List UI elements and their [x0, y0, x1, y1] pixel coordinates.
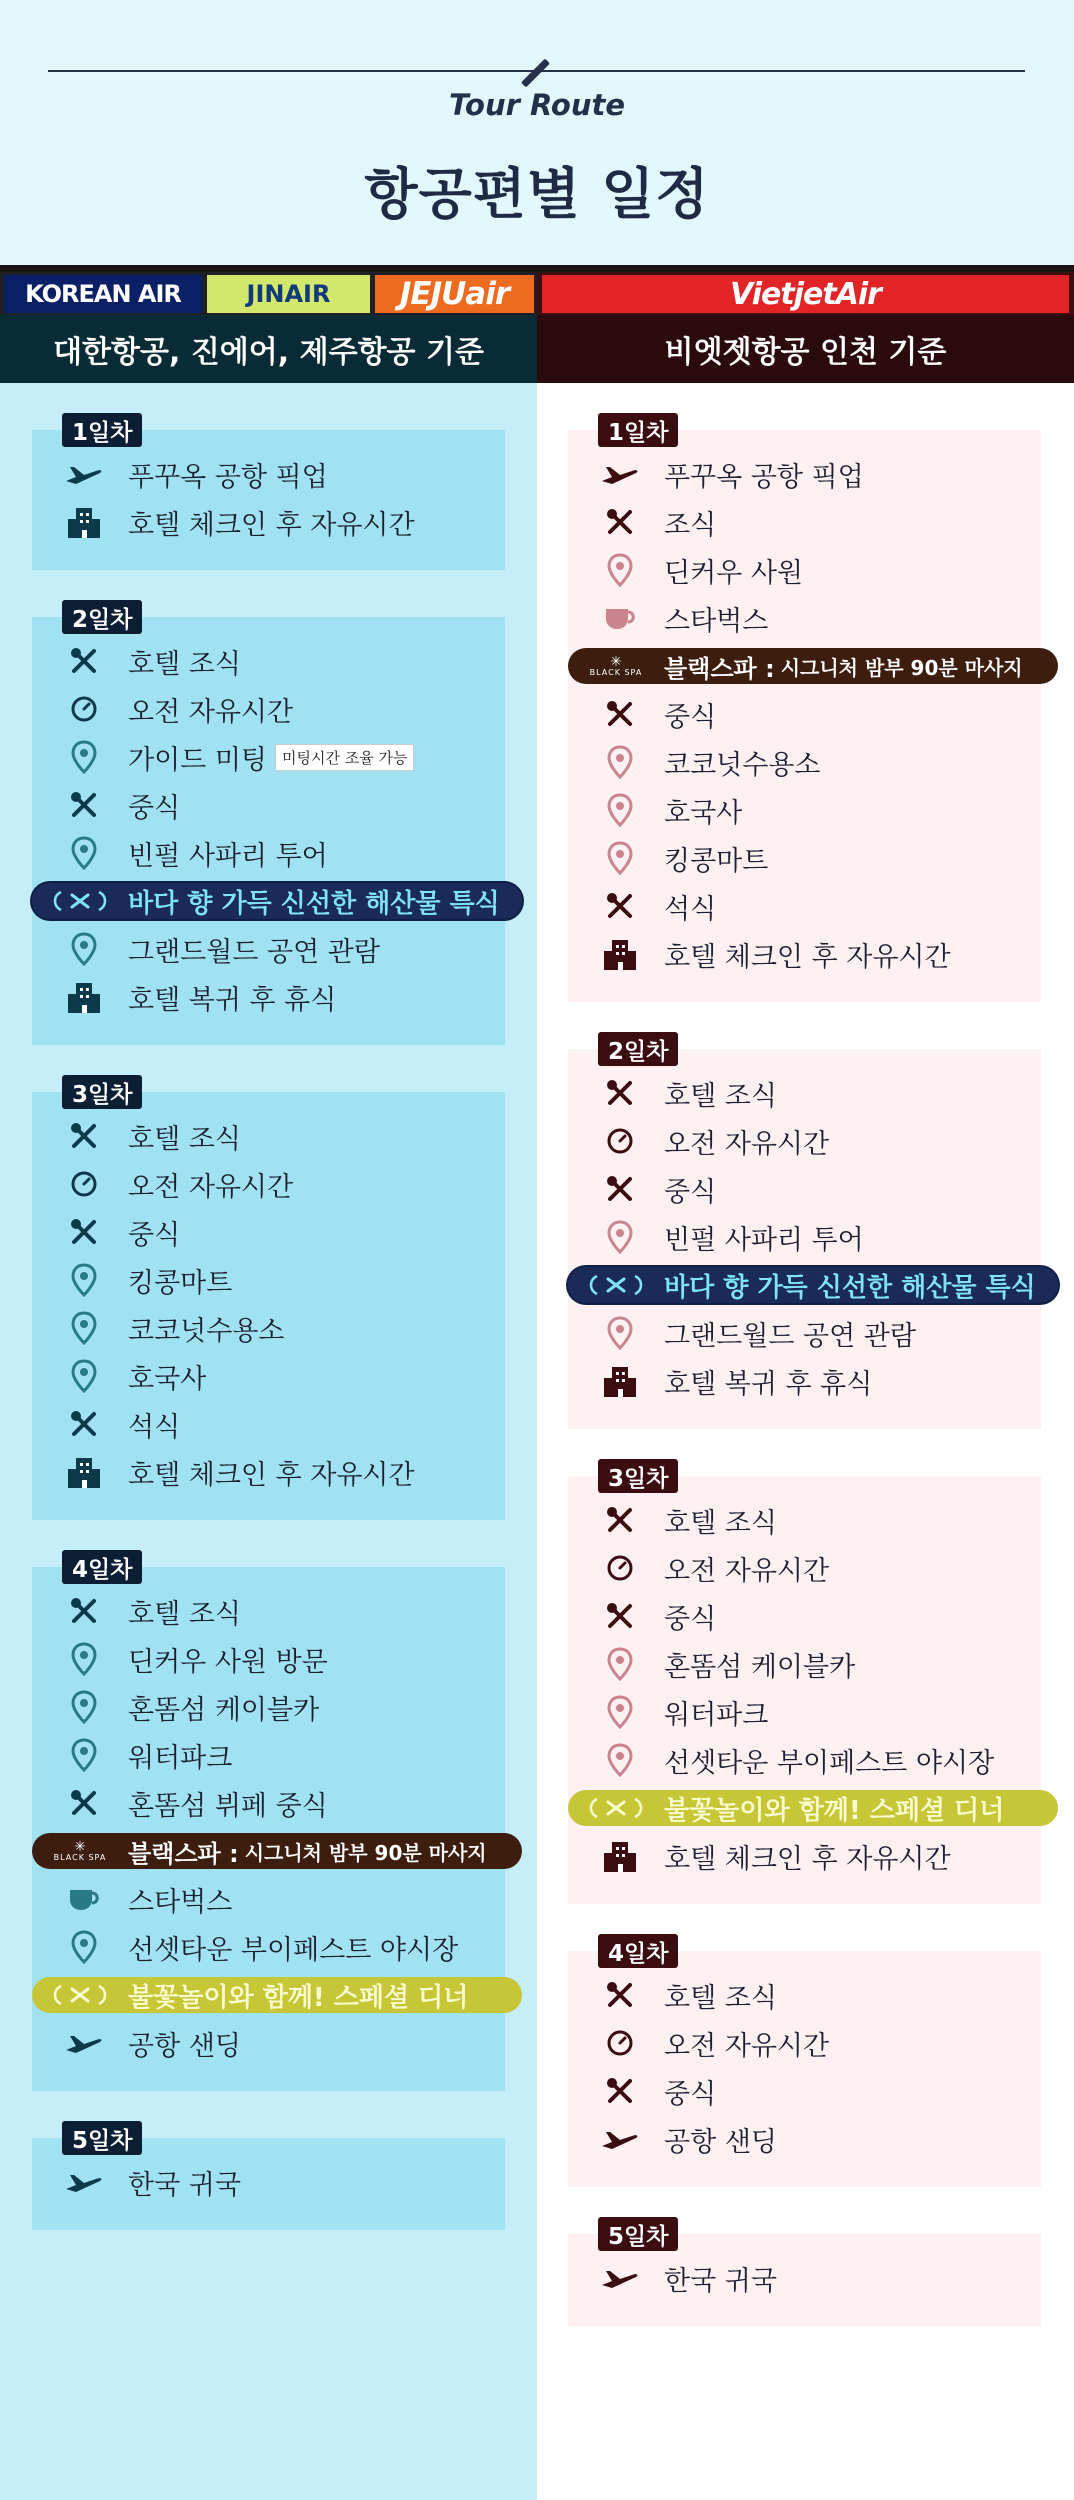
pin-icon	[64, 833, 104, 873]
schedule-item-text: 호국사	[128, 1363, 207, 1395]
schedule-item-text: 공항 샌딩	[664, 2126, 777, 2158]
schedule-item-text: 딘커우 사원 방문	[128, 1646, 328, 1678]
hotel-icon	[64, 1452, 104, 1492]
schedule-item-text: 워터파크	[128, 1742, 233, 1774]
meal-icon	[600, 502, 640, 542]
left-schedule-item	[64, 1356, 206, 1396]
schedule-item-text: 호텔 복귀 후 휴식	[664, 1368, 873, 1400]
left-schedule-item	[64, 1879, 232, 1919]
schedule-item-text: 선셋타운 부이페스트 야시장	[664, 1747, 995, 1779]
right-schedule-item	[600, 838, 768, 878]
left-schedule-item	[64, 1164, 293, 1204]
plane-icon	[600, 2258, 640, 2298]
pin-icon	[600, 1313, 640, 1353]
schedule-item-text: 딘커우 사원	[664, 557, 803, 589]
left-day-label: 2일차	[62, 600, 142, 634]
hotel-icon	[64, 502, 104, 542]
hotel-icon	[64, 977, 104, 1017]
left-day-label: 1일차	[62, 413, 142, 447]
schedule-item-text: 호텔 체크인 후 자유시간	[664, 941, 951, 973]
schedule-item-text: 호텔 체크인 후 자유시간	[664, 1843, 951, 1875]
schedule-item-text: 오전 자유시간	[664, 2030, 830, 2062]
schedule-item-text: 가이드 미팅	[128, 744, 267, 776]
right-schedule-item	[600, 1121, 829, 1161]
left-day-card	[32, 430, 505, 570]
schedule-item-text: 호국사	[664, 797, 743, 829]
vietjet-air-logo: VietjetAir	[542, 275, 1069, 313]
spa-description: 시그니처 밤부 90분 마사지	[780, 655, 1023, 680]
schedule-item-text: 중식	[664, 1603, 717, 1635]
right-schedule-item	[600, 2258, 777, 2298]
right-schedule-item	[600, 454, 864, 494]
schedule-item-text: 호텔 조식	[664, 1982, 777, 2014]
plane-icon	[600, 2119, 640, 2159]
pin-icon	[600, 838, 640, 878]
schedule-item-text: 빈펄 사파리 투어	[128, 840, 328, 872]
right-seafood-highlight	[568, 1267, 1058, 1303]
pin-icon	[600, 1740, 640, 1780]
plane-icon	[64, 2023, 104, 2063]
right-schedule-item	[600, 694, 716, 734]
schedule-item-text: 중식	[664, 2078, 717, 2110]
schedule-item-text: 한국 귀국	[664, 2265, 777, 2297]
right-schedule-item	[600, 1500, 777, 1540]
clock-icon	[600, 2023, 640, 2063]
left-column-header: 대한항공, 진에어, 제주항공 기준	[0, 315, 537, 383]
right-schedule-item	[600, 790, 742, 830]
meal-icon	[600, 1975, 640, 2015]
schedule-item-text: 호텔 조식	[664, 1507, 777, 1539]
schedule-item-text: 호텔 조식	[128, 648, 241, 680]
right-schedule-item	[600, 1740, 994, 1780]
plane-icon	[600, 454, 640, 494]
schedule-item-text: 석식	[664, 893, 717, 925]
pin-icon	[64, 1735, 104, 1775]
left-schedule-item	[64, 2023, 241, 2063]
meal-icon	[64, 785, 104, 825]
meal-icon	[600, 1596, 640, 1636]
pin-icon	[64, 737, 104, 777]
spa-name: 블랙스파 :	[664, 654, 775, 683]
left-schedule-item	[64, 1687, 319, 1727]
logo-bar-top	[0, 265, 1074, 272]
right-schedule-item	[600, 1169, 716, 1209]
schedule-item-text: 호텔 조식	[128, 1598, 241, 1630]
schedule-item-text: 공항 샌딩	[128, 2030, 241, 2062]
meal-icon	[600, 1500, 640, 1540]
spa-description: 시그니처 밤부 90분 마사지	[244, 1840, 487, 1865]
left-schedule-item	[64, 1639, 328, 1679]
schedule-item-text: 혼똠섬 뷔페 중식	[128, 1790, 328, 1822]
left-schedule-item	[64, 1452, 415, 1492]
left-highlight-text: 바다 향 가득 신선한 해산물 특식	[128, 888, 500, 919]
right-schedule-item	[600, 886, 716, 926]
meal-icon	[64, 1212, 104, 1252]
schedule-item-text: 코코넛수용소	[128, 1315, 285, 1347]
right-day-label: 1일차	[598, 413, 678, 447]
schedule-item-text: 워터파크	[664, 1699, 769, 1731]
right-schedule-item	[600, 934, 951, 974]
right-schedule-item	[600, 2119, 777, 2159]
meal-icon	[600, 1169, 640, 1209]
left-day-label: 4일차	[62, 1550, 142, 1584]
left-highlight-text: 불꽃놀이와 함께! 스페셜 디너	[128, 1982, 469, 2013]
right-schedule-item	[600, 1361, 872, 1401]
pin-icon	[64, 1356, 104, 1396]
schedule-item-text: 혼똠섬 케이블카	[128, 1694, 320, 1726]
left-seafood-highlight	[32, 883, 522, 919]
left-schedule-item	[64, 641, 241, 681]
right-schedule-item	[600, 1836, 951, 1876]
schedule-item-text: 호텔 복귀 후 휴식	[128, 984, 337, 1016]
right-schedule-item	[600, 1217, 864, 1257]
left-schedule-item	[64, 502, 415, 542]
right-highlight-text: 불꽃놀이와 함께! 스페셜 디너	[664, 1795, 1005, 1826]
left-schedule-item	[64, 785, 180, 825]
meal-icon	[600, 886, 640, 926]
right-schedule-item	[600, 598, 768, 638]
right-schedule-item	[600, 1596, 716, 1636]
right-schedule-item	[600, 742, 821, 782]
schedule-item-text: 킹콩마트	[128, 1267, 233, 1299]
schedule-item-text: 빈펄 사파리 투어	[664, 1224, 864, 1256]
plane-icon	[64, 2162, 104, 2202]
pin-icon	[600, 1217, 640, 1257]
meal-icon	[600, 694, 640, 734]
schedule-item-text: 푸꾸옥 공항 픽업	[664, 461, 864, 493]
black-spa-badge-text: BLACK SPA	[589, 667, 643, 677]
schedule-item-text: 그랜드월드 공연 관람	[664, 1320, 916, 1352]
schedule-item-text: 중식	[128, 1219, 181, 1251]
right-schedule-item	[600, 1644, 855, 1684]
right-schedule-item	[600, 1548, 829, 1588]
pin-icon	[64, 1260, 104, 1300]
hotel-icon	[600, 934, 640, 974]
schedule-item-text: 그랜드월드 공연 관람	[128, 936, 380, 968]
schedule-item-text: 호텔 체크인 후 자유시간	[128, 1459, 415, 1491]
schedule-item-text: 석식	[128, 1411, 181, 1443]
left-schedule-item	[64, 1116, 241, 1156]
schedule-item-text: 스타벅스	[664, 605, 769, 637]
left-schedule-item	[64, 1308, 285, 1348]
meal-icon	[64, 1116, 104, 1156]
left-schedule-item	[64, 689, 293, 729]
left-schedule-item	[64, 929, 380, 969]
clock-icon	[600, 1121, 640, 1161]
fireworks-badge-icon	[568, 1795, 664, 1821]
meal-icon	[600, 2071, 640, 2111]
left-schedule-item	[64, 1260, 232, 1300]
right-schedule-item	[600, 2071, 716, 2111]
schedule-item-text: 코코넛수용소	[664, 749, 821, 781]
pin-icon	[64, 1687, 104, 1727]
schedule-item-text: 조식	[664, 509, 717, 541]
right-schedule-item	[600, 550, 803, 590]
schedule-item-text: 오전 자유시간	[128, 696, 294, 728]
schedule-item-text: 푸꾸옥 공항 픽업	[128, 461, 328, 493]
right-highlight-text: 바다 향 가득 신선한 해산물 특식	[664, 1272, 1036, 1303]
schedule-item-text: 중식	[128, 792, 181, 824]
right-day-label: 4일차	[598, 1934, 678, 1968]
left-schedule-item	[64, 977, 336, 1017]
right-fire-highlight	[568, 1790, 1058, 1826]
schedule-item-text: 선셋타운 부이페스트 야시장	[128, 1934, 459, 1966]
left-airline-logos	[0, 272, 537, 315]
left-schedule-item	[64, 737, 414, 777]
page-title: 항공편별 일정	[364, 162, 710, 226]
pin-icon	[600, 742, 640, 782]
schedule-item-text: 오전 자유시간	[128, 1171, 294, 1203]
schedule-item-text: 혼똠섬 케이블카	[664, 1651, 856, 1683]
right-spa-highlight	[568, 648, 1058, 684]
pin-icon	[600, 790, 640, 830]
meal-icon	[600, 1073, 640, 1113]
left-schedule-item	[64, 1404, 180, 1444]
left-schedule-item	[64, 2162, 241, 2202]
pin-icon	[64, 1639, 104, 1679]
schedule-item-text: 오전 자유시간	[664, 1555, 830, 1587]
right-schedule-item	[600, 502, 716, 542]
meal-icon	[64, 1783, 104, 1823]
schedule-item-text: 킹콩마트	[664, 845, 769, 877]
left-schedule-item	[64, 454, 328, 494]
right-schedule-item	[600, 1692, 768, 1732]
cafe-icon	[600, 598, 640, 638]
left-schedule-item	[64, 1591, 241, 1631]
hotel-icon	[600, 1836, 640, 1876]
right-day-label: 5일차	[598, 2217, 678, 2251]
pin-icon	[600, 1692, 640, 1732]
spa-name: 블랙스파 :	[128, 1839, 239, 1868]
meal-icon	[64, 641, 104, 681]
left-schedule-item	[64, 833, 328, 873]
left-schedule-item	[64, 1927, 458, 1967]
right-airline-logos	[537, 272, 1074, 315]
cafe-icon	[64, 1879, 104, 1919]
black-spa-badge-icon: ✳ BLACK SPA	[53, 1838, 107, 1862]
schedule-item-text: 호텔 체크인 후 자유시간	[128, 509, 415, 541]
seafood-badge-icon	[32, 888, 128, 914]
right-day-label: 2일차	[598, 1032, 678, 1066]
schedule-item-text: 한국 귀국	[128, 2169, 241, 2201]
pin-icon	[64, 1308, 104, 1348]
left-day-label: 5일차	[62, 2121, 142, 2155]
left-day-label: 3일차	[62, 1075, 142, 1109]
black-spa-badge-icon: ✳ BLACK SPA	[589, 653, 643, 677]
fireworks-badge-icon	[32, 1982, 128, 2008]
right-schedule-item	[600, 1975, 777, 2015]
right-column-header: 비엣젯항공 인천 기준	[537, 315, 1074, 383]
right-schedule-item	[600, 1073, 777, 1113]
seafood-badge-icon	[568, 1272, 664, 1298]
schedule-item-text: 스타벅스	[128, 1886, 233, 1918]
schedule-item-text: 호텔 조식	[664, 1080, 777, 1112]
schedule-item-text: 호텔 조식	[128, 1123, 241, 1155]
left-spa-highlight	[32, 1833, 522, 1869]
meal-icon	[64, 1591, 104, 1631]
black-spa-badge-text: BLACK SPA	[53, 1852, 107, 1862]
pin-icon	[600, 550, 640, 590]
jeju-air-logo: JEJUair	[375, 275, 534, 313]
right-day-label: 3일차	[598, 1459, 678, 1493]
tour-route-label: Tour Route	[449, 88, 625, 122]
korean-air-logo: KOREAN AIR	[4, 275, 202, 313]
right-schedule-item	[600, 1313, 916, 1353]
schedule-item-text: 오전 자유시간	[664, 1128, 830, 1160]
plane-icon	[64, 454, 104, 494]
left-schedule-item	[64, 1783, 328, 1823]
clock-icon	[64, 1164, 104, 1204]
hotel-icon	[600, 1361, 640, 1401]
clock-icon	[600, 1548, 640, 1588]
pin-icon	[64, 929, 104, 969]
clock-icon	[64, 689, 104, 729]
meal-icon	[64, 1404, 104, 1444]
right-schedule-item	[600, 2023, 829, 2063]
schedule-item-text: 중식	[664, 701, 717, 733]
left-schedule-item	[64, 1212, 180, 1252]
pin-icon	[600, 1644, 640, 1684]
left-schedule-item	[64, 1735, 232, 1775]
left-fire-highlight	[32, 1977, 522, 2013]
jin-air-logo: JINAIR	[207, 275, 370, 313]
schedule-note: 미팅시간 조율 가능	[275, 744, 414, 771]
pin-icon	[64, 1927, 104, 1967]
schedule-item-text: 중식	[664, 1176, 717, 1208]
